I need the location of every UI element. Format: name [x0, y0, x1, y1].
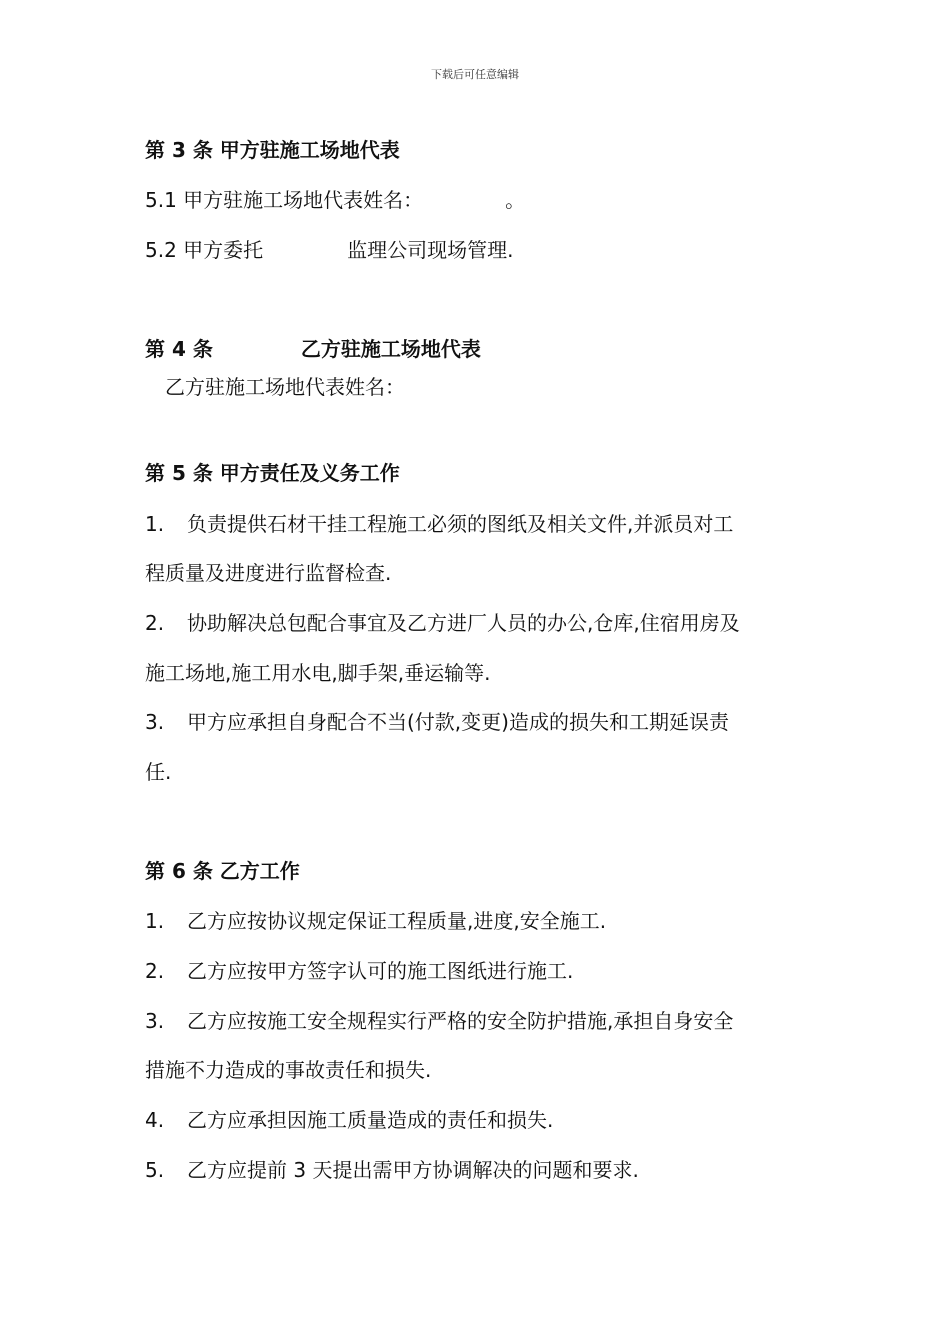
- article-6-heading: 第 6 条 乙方工作: [145, 859, 300, 883]
- item-number: 4.: [145, 1108, 165, 1132]
- article-5-item-2-cont: 施工场地,施工用水电,脚手架,垂运输等.: [145, 661, 491, 685]
- article-6-item-2: [145, 958, 573, 984]
- article-6-item-1: [145, 908, 606, 934]
- article-4-title: 乙方驻施工场地代表: [300, 337, 481, 361]
- article-3-line-2: [145, 237, 514, 263]
- entrust-text: 监理公司现场管理.: [347, 238, 514, 262]
- article-5-item-3: [145, 709, 729, 735]
- article-3-line-1: [145, 187, 525, 213]
- item-text: 乙方应提前 3 天提出需甲方协调解决的问题和要求.: [187, 1158, 639, 1182]
- item-text: 乙方应按施工安全规程实行严格的安全防护措施,承担自身安全: [187, 1009, 734, 1033]
- article-6-item-4: [145, 1107, 553, 1133]
- item-number: 3.: [145, 710, 165, 734]
- item-text: 乙方应按协议规定保证工程质量,进度,安全施工.: [187, 909, 607, 933]
- article-5-item-3-cont: 任.: [145, 760, 172, 784]
- item-number: 5.: [145, 1158, 165, 1182]
- item-text: 乙方应按甲方签字认可的施工图纸进行施工.: [187, 959, 574, 983]
- entrust-label: 5.2 甲方委托: [145, 238, 264, 262]
- item-text: 甲方应承担自身配合不当(付款,变更)造成的损失和工期延误责: [187, 710, 729, 734]
- item-text: 负责提供石材干挂工程施工必须的图纸及相关文件,并派员对工: [187, 512, 734, 536]
- article-4-heading: [145, 336, 481, 362]
- article-5-item-1: [145, 511, 733, 537]
- page-header: 下载后可任意编辑: [431, 68, 519, 81]
- item-number: 1.: [145, 512, 165, 536]
- article-5-heading: 第 5 条 甲方责任及义务工作: [145, 461, 400, 485]
- article-4-number: 第 4 条: [145, 337, 213, 361]
- item-number: 3.: [145, 1009, 165, 1033]
- article-6-item-3: [145, 1008, 733, 1034]
- item-number: 2.: [145, 611, 165, 635]
- item-text: 协助解决总包配合事宜及乙方进厂人员的办公,仓库,住宿用房及: [187, 611, 740, 635]
- item-number: 2.: [145, 959, 165, 983]
- rep-name-end: 。: [505, 188, 526, 212]
- item-text: 乙方应承担因施工质量造成的责任和损失.: [187, 1108, 554, 1132]
- article-6-item-5: [145, 1157, 639, 1183]
- item-number: 1.: [145, 909, 165, 933]
- rep-name-label: 5.1 甲方驻施工场地代表姓名：: [145, 188, 424, 212]
- article-5-item-1-cont: 程质量及进度进行监督检查.: [145, 561, 392, 585]
- article-4-line-1: 乙方驻施工场地代表姓名：: [165, 375, 405, 399]
- article-5-item-2: [145, 610, 740, 636]
- article-6-item-3-cont: 措施不力造成的事故责任和损失.: [145, 1058, 432, 1082]
- article-3-heading: 第 3 条 甲方驻施工场地代表: [145, 138, 400, 162]
